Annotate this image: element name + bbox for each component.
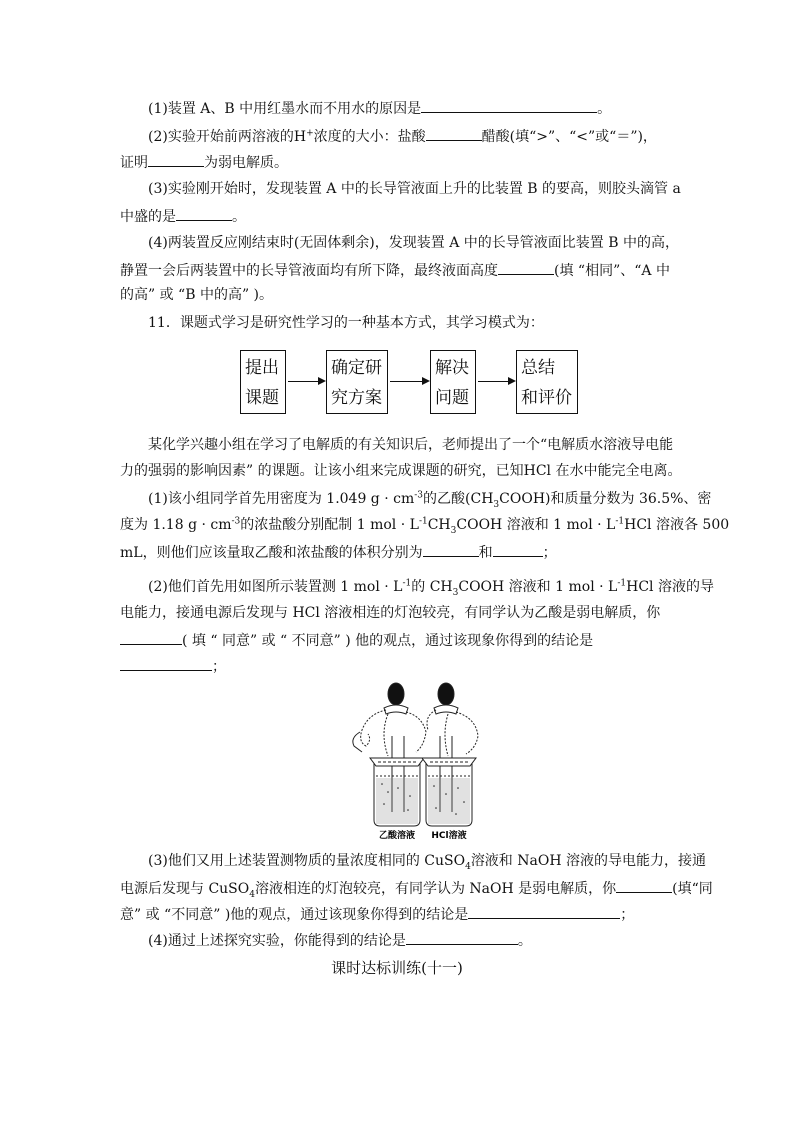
section-title: 课时达标训练(十一)	[331, 959, 463, 977]
answer-blank	[421, 98, 597, 113]
bulb-icon	[388, 683, 404, 705]
q11-part2-cont3: ；	[120, 656, 226, 676]
answer-blank	[493, 542, 543, 557]
learning-mode-flowchart	[240, 350, 580, 418]
answer-blank	[423, 542, 479, 557]
q10-part2-cont: 证明 为弱电解质。	[120, 152, 288, 172]
answer-blank	[426, 126, 482, 141]
arrow-icon	[288, 381, 324, 382]
flow-step-3: 解决 问题	[430, 350, 476, 414]
q11-part3: (3)他们又用上述装置测物质的量浓度相同的 CuSO$_4$溶液和 NaOH 溶液的导电能力，接通	[148, 853, 706, 872]
q11-part2: (2)他们首先用如图所示装置测 1 mol · $L^{-1}$的 $CH_3COOH$ 溶液和 1 mol · $L^{-1}HCl$ 溶液的导	[148, 578, 714, 598]
q11-intro: 11．课题式学习是研究性学习的一种基本方式，其学习模式为：	[148, 315, 544, 331]
q11-part2-cont2: ( 填 “ 同意” 或 “ 不同意” ) 他的观点，通过该现象你得到的结论是	[120, 630, 593, 650]
q10-part4: (4)两装置反应刚结束时(无固体剩余)，发现装置 A 中的长导管液面比装置 B 中的高，	[148, 235, 679, 251]
q11-part3-cont2: 意” 或 “不同意” )他的观点，通过该现象你得到的结论是 ；	[120, 904, 634, 924]
q11-part1-cont2: mL，则他们应该量取乙酸和浓盐酸的体积分别为 和 ；	[120, 542, 557, 562]
answer-blank	[148, 152, 204, 167]
conductivity-apparatus-illustration	[348, 680, 488, 840]
answer-blank	[120, 656, 212, 671]
flow-step-2: 确定研 究方案	[326, 350, 388, 414]
arrow-icon	[478, 381, 514, 382]
q10-part4-cont2: 的高” 或 “B 中的高” )。	[120, 287, 274, 303]
bulb-icon	[438, 683, 454, 705]
q10-part3-cont: 中盛的是 。	[120, 206, 246, 226]
answer-blank	[468, 904, 620, 919]
q11-part4: (4)通过上述探究实验，你能得到的结论是 。	[148, 930, 532, 950]
q10-part4-cont: 静置一会后两装置中的长导管液面均有所下降，最终液面高度 (填 “相同”、“A 中	[120, 260, 670, 280]
flow-step-4: 总结 和评价	[516, 350, 578, 414]
answer-blank	[176, 206, 232, 221]
q11-part2-cont: 电能力，接通电源后发现与 HCl 溶液相连的灯泡较亮，有同学认为乙酸是弱电解质，你	[120, 605, 661, 621]
q11-part1: (1)该小组同学首先用密度为 1.049 $g \cdot cm^{-3}$的乙酸$(CH_3COOH)$和质量分数为 36.5%、密	[148, 490, 712, 510]
arrow-icon	[390, 381, 428, 382]
q11-paragraph-cont: 力的强弱的影响因素” 的课题。让该小组来完成课题的研究，已知HCl 在水中能完全电离。	[120, 463, 682, 479]
answer-blank	[120, 630, 182, 645]
q11-paragraph: 某化学兴趣小组在学习了电解质的有关知识后，老师提出了一个“电解质水溶液导电能	[148, 437, 674, 453]
apparatus-label-right: HCl溶液	[431, 831, 467, 840]
apparatus-label-left: 乙酸溶液	[378, 831, 416, 840]
q10-part3: (3)实验刚开始时，发现装置 A 中的长导管液面上升的比装置 B 的要高，则胶头滴管 a	[148, 181, 681, 197]
answer-blank	[616, 878, 672, 893]
q10-part1: (1)装置 A、B 中用红墨水而不用水的原因是 。	[148, 98, 611, 118]
answer-blank	[406, 930, 518, 945]
answer-blank	[498, 260, 554, 275]
flow-step-1: 提出 课题	[240, 350, 286, 414]
q11-part3-cont: 电源后发现与 CuSO$_4$溶液相连的灯泡较亮，有同学认为 NaOH 是弱电解质，你 (填“同	[120, 878, 713, 898]
q10-part2: (2)实验开始前两溶液的H+浓度的大小：盐酸 醋酸(填“>”、“<”或“＝”)，	[148, 126, 657, 146]
q11-part1-cont: 度为 1.18 $g \cdot cm^{-3}$的浓盐酸分别配制 1 mol · $L^{-1}CH_3COOH$ 溶液和 1 mol · $L^{-1}HCl$ 溶液各 500	[120, 516, 730, 536]
